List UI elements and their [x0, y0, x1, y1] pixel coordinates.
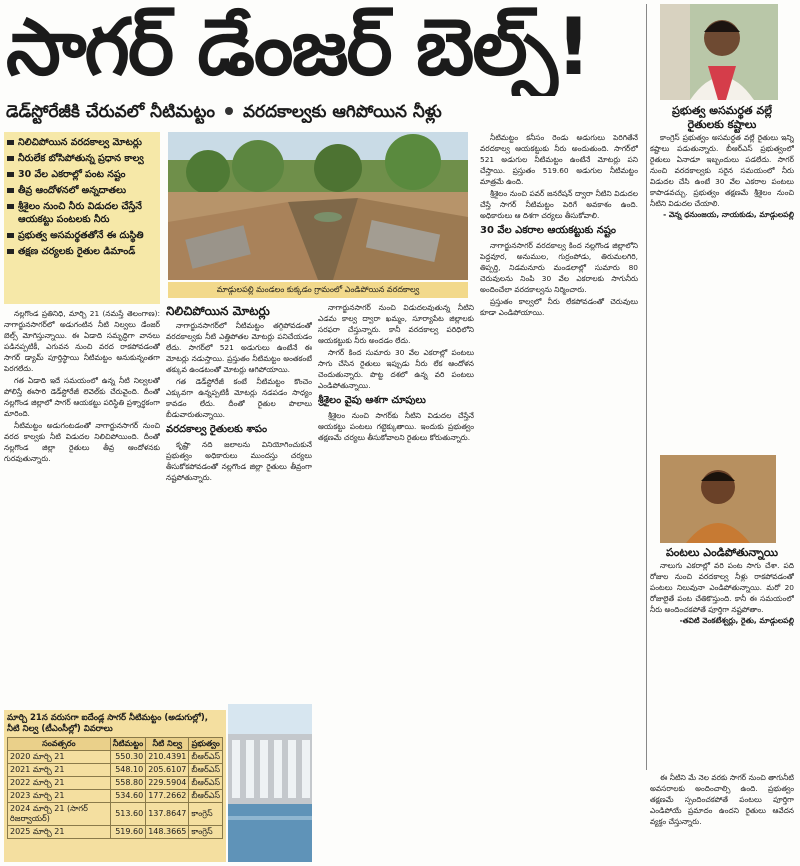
table-header: ప్రభుత్వం [189, 738, 223, 751]
bullet-square-icon [7, 140, 14, 145]
bullet-dot-icon [225, 107, 233, 115]
subhead-left: డెడ్‌స్టోరేజీకి చేరువలో నీటిమట్టం [6, 102, 215, 122]
paragraph: ప్రస్తుతం కాల్వలో నీరు లేకపోవడంతో చెరువులు కూడా ఎండిపోయాయి. [480, 297, 638, 317]
subhead-right: వరదకాల్వకు ఆగిపోయిన నీళ్లు [242, 102, 442, 122]
person-portrait-image [660, 4, 778, 100]
table-row [8, 764, 223, 777]
paragraph: నాగార్జునసాగర్‌లో నీటిమట్టం తగ్గిపోవడంతో వరదకాల్వకు నీటి ఎత్తిపోతల మోటర్లు పనిచేయడం లేదు. సాగర్‌లో 521 అడుగులు ఉంటేనే ఈ మోటర్లు నడుస్తాయి. ప్రస్తుతం నీటిమట్టం అంతకంటే తక్కువ ఉండటంతో మోటర్లు ఆగిపోయాయి. [166, 321, 312, 374]
table-cell: 2020 మార్చి 21 [8, 751, 111, 764]
paragraph: నాగార్జునసాగర్ నుంచి విడుదలవుతున్న నీటిని ఎడమ కాల్వ ద్వారా ఖమ్మం, సూర్యాపేట జిల్లాలకు సరఫరా చేస్తున్నారు. కానీ వరదకాల్వ పరిధిలోని ఆయకట్టుకు నీరు అందడం లేదు. [318, 303, 474, 345]
paragraph: ఈ నీటిని మే నెల వరకు సాగర్ నుంచి తాగునీటి అవసరాలకు అందించాల్సి ఉంది. ప్రభుత్వం తక్షణమే స్పందించకపోతే పంటలు పూర్తిగా ఎండిపోయే ప్రమాదం ఉందని రైతులు ఆవేదన వ్యక్తం చేస్తున్నారు. [650, 773, 794, 826]
table-cell: 229.5904 [146, 777, 189, 790]
section-subtitle: వరదకాల్వ రైతులకు శాపం [166, 424, 268, 435]
sidebar-quote-2 [650, 546, 794, 766]
article-column-3 [318, 302, 474, 862]
table-cell: 205.6107 [146, 764, 189, 777]
section-subtitle: శ్రీశైలం వైపు ఆశగా చూపులు [318, 395, 426, 406]
section-subtitle: 30 వేల ఎకరాల ఆయకట్టుకు నష్టం [480, 225, 616, 236]
table-cell: 548.10 [110, 764, 146, 777]
paragraph: నీటిమట్టం అడుగంటడంతో నాగార్జునసాగర్ నుంచి వరద కాల్వకు నీటి విడుదల నిలిచిపోయింది. దీంతో నల్లగొండ జిల్లా రైతులు తీవ్ర ఆందోళనకు గురవుతున్నారు. [4, 421, 160, 463]
table-cell: కాంగ్రెస్ [189, 803, 223, 826]
photo-caption: మాడ్గులపల్లి మండలం కుక్కడం గ్రామంలో ఎండిపోయిన వరదకాల్వ [168, 282, 468, 298]
quote-body: కాంగ్రెస్ ప్రభుత్వం అసమర్థత వల్లే రైతులు ఇన్ని కష్టాలు పడుతున్నారు. బీఆర్‌ఎస్ ప్రభుత్వంలో రైతులు ఏనాడూ ఇబ్బందులు పడలేదు. సాగర్ నుంచి వరదకాల్వకు సరైన సమయంలో నీరు విడుదల చేసి ఉంటే 30 వేల ఎకరాల పంటలు కాపాడవచ్చు. ప్రభుత్వం తక్షణమే శ్రీశైలం నుంచి నీటిని విడుదల చేయాలి. [650, 133, 794, 208]
column-divider [646, 4, 647, 770]
person-portrait-image [660, 455, 776, 543]
article-column-4 [480, 132, 638, 862]
quote-heading: రైతులకు కష్టాలు [687, 118, 757, 131]
table-cell: 519.60 [110, 826, 146, 839]
table-cell: 177.2662 [146, 790, 189, 803]
paragraph: శ్రీశైలం నుంచి పవర్ జనరేషన్ ద్వారా నీటిని విడుదల చేస్తే సాగర్ నీటిమట్టం పెరిగే అవకాశం ఉంది. అధికారులు ఆ దిశగా చర్యలు తీసుకోవాలి. [480, 189, 638, 220]
headline: సాగర్ డేంజర్ బెల్స్! [6, 3, 590, 93]
table-row [8, 803, 223, 826]
table-header: నీటి నిల్వ [146, 738, 189, 751]
article-continuation [650, 772, 794, 862]
bullet-square-icon [7, 188, 14, 193]
table-cell: 550.30 [110, 751, 146, 764]
table-cell: బీఆర్ఎస్ [189, 751, 223, 764]
table-cell: బీఆర్ఎస్ [189, 790, 223, 803]
paragraph: శ్రీశైలం నుంచి సాగర్‌కు నీటిని విడుదల చేస్తేనే ఆయకట్టు పంటలు గట్టెక్కుతాయి. ఇందుకు ప్రభుత్వం తక్షణమే చర్యలు తీసుకోవాలని రైతులు కోరుతున్నారు. [318, 411, 474, 442]
paragraph: నీటిమట్టం కనీసం రెండు అడుగులు పెరిగితేనే వరదకాల్వ ఆయకట్టుకు నీరు అందుతుంది. సాగర్‌లో 521 అడుగుల నీటిమట్టం ఉంటేనే మోటర్లు పని చేస్తాయి. ప్రస్తుతం 519.60 అడుగుల నీటిమట్టం మాత్రమే ఉంది. [480, 133, 638, 186]
table-cell: 210.4391 [146, 751, 189, 764]
bullet-square-icon [7, 156, 14, 161]
quote-author: - వెన్న ధనుంజయ, నాయకుడు, మాడ్గులపల్లి [663, 210, 794, 219]
highlight-item: తీవ్ర ఆందోళనలో అన్నదాతలు [7, 184, 157, 197]
table-cell: 558.80 [110, 777, 146, 790]
dam-image [228, 704, 312, 862]
table-cell: 148.3665 [146, 826, 189, 839]
bullet-square-icon [7, 233, 14, 238]
table-cell: బీఆర్ఎస్ [189, 764, 223, 777]
table-header: నీటిమట్టం [110, 738, 146, 751]
table-row [8, 751, 223, 764]
paragraph: కృష్ణా నది జలాలను వినియోగించుకునే ప్రభుత్వం అధికారులు ముందస్తు చర్యలు తీసుకోకపోవడంతో నల్లగొండ జిల్లా రైతులు తీవ్రంగా నష్టపోతున్నారు. [166, 440, 312, 482]
table-cell: 2024 మార్చి 21 (సాగర్ రిజర్వాయర్) [8, 803, 111, 826]
portrait-photo-2 [660, 455, 776, 543]
highlight-item: నీరులేక బోసిపోతున్న ప్రధాన కాల్వ [7, 152, 157, 165]
highlight-item: శ్రీశైలం నుంచి నీరు విడుదల చేస్తేనే ఆయకట్టు పంటలకు నీరు [7, 200, 157, 226]
bullet-square-icon [7, 204, 14, 209]
section-title: నిలిచిపోయిన మోటర్లు [166, 304, 270, 318]
highlight-item: ప్రభుత్వ అసమర్థతతోనే ఈ దుస్థితి [7, 229, 157, 242]
quote-heading: ప్రభుత్వ అసమర్థత వల్లే [672, 104, 772, 117]
dry-canal-image [168, 132, 468, 280]
dam-photo [228, 704, 312, 862]
quote-heading: పంటలు ఎండిపోతున్నాయి [665, 546, 779, 559]
portrait-photo-1 [660, 4, 778, 100]
bullet-square-icon [7, 172, 14, 177]
table-row [8, 777, 223, 790]
sidebar-quote-1 [650, 104, 794, 450]
table-title: మార్చి 21న వరుసగా ఐదేండ్ల సాగర్ నీటిమట్టం (అడుగుల్లో), నీటి నిల్వ (టీఎంసీల్లో) వివరాలు [7, 713, 209, 734]
dry-canal-photo [168, 132, 468, 280]
highlights-box [4, 132, 160, 304]
table-header-row [8, 738, 223, 751]
water-level-table-box [4, 710, 226, 862]
quote-body: నాలుగు ఎకరాల్లో వరి పంట సాగు చేశా. పది రోజుల నుంచి వరదకాల్వ నీళ్లు రాకపోవడంతో పంటలు నిలువునా ఎండిపోతున్నాయి. మరో 20 రోజులైతే పంట చేతికొస్తుంది. కానీ ఈ సమయంలో నీరు అందించకపోతే పూర్తిగా నష్టపోతాం. [650, 561, 794, 614]
paragraph: గత డెడ్‌స్టోరేజీ కంటే నీటిమట్టం కొంచెం ఎక్కువగా ఉన్నప్పటికీ మోటర్లు నడపడం సాధ్యం కావడం లేదు. దీంతో రైతుల పొలాలు బీడువారుతున్నాయి. [166, 377, 312, 419]
table-cell: 2023 మార్చి 21 [8, 790, 111, 803]
table-cell: 2021 మార్చి 21 [8, 764, 111, 777]
highlight-item: నిలిచిపోయిన వరదకాల్వ మోటర్లు [7, 136, 157, 149]
table-row [8, 826, 223, 839]
paragraph: సాగర్ కింద సుమారు 30 వేల ఎకరాల్లో పంటలు సాగు చేసిన రైతులు ఇప్పుడు నీరు లేక ఆందోళన చెందుతున్నారు. పొట్ట దశలో ఉన్న వరి పంటలు ఎండిపోతున్నాయి. [318, 348, 474, 390]
subhead [6, 98, 646, 126]
article-column-1 [4, 308, 160, 706]
table-cell: బీఆర్ఎస్ [189, 777, 223, 790]
paragraph: నాగార్జునసాగర్ వరదకాల్వ కింద నల్లగొండ జిల్లాలోని పెద్దవూర, అనుముల, గుర్రంపోడు, తిరుమలగిరి, తిప్పర్తి, నిడమనూరు మండలాల్లో సుమారు 80 చెరువులను నింపి 30 వేల ఎకరాలకు సాగునీరు అందించేలా వరదకాల్వను నిర్మించారు. [480, 241, 638, 294]
table-cell: 513.60 [110, 803, 146, 826]
bullet-square-icon [7, 249, 14, 254]
table-cell: కాంగ్రెస్ [189, 826, 223, 839]
quote-author: -తవిటి వెంకటేశ్వర్లు, రైతు, మాడ్గులపల్లి [679, 616, 794, 625]
table-cell: 2025 మార్చి 21 [8, 826, 111, 839]
paragraph: గత ఏడాది ఇదే సమయంలో ఉన్న నీటి నిల్వలతో పోలిస్తే ఈసారి డెడ్‌స్టోరేజీ లెవెల్‌కు చేరువైంది. దీంతో నల్లగొండ జిల్లాలో సాగర్ ఆయకట్టు పరిస్థితి ప్రశ్నార్థకంగా మారింది. [4, 376, 160, 418]
table-cell: 2022 మార్చి 21 [8, 777, 111, 790]
article-column-2 [166, 302, 312, 702]
table-cell: 534.60 [110, 790, 146, 803]
table-row [8, 790, 223, 803]
table-header: సంవత్సరం [8, 738, 111, 751]
water-level-table [7, 737, 223, 839]
highlight-item: 30 వేల ఎకరాల్లో పంట నష్టం [7, 168, 157, 181]
highlight-item: తక్షణ చర్యలకు రైతుల డిమాండ్ [7, 245, 157, 258]
table-cell: 137.8647 [146, 803, 189, 826]
paragraph: నల్లగొండ ప్రతినిధి, మార్చి 21 (నమస్తే తెలంగాణ): నాగార్జునసాగర్‌లో అడుగంటిన నీటి నిల్వలు డేంజర్ బెల్స్ మోగిస్తున్నాయి. ఈ ఏడాది సమృద్ధిగా వానలు పడినప్పటికీ, ఎగువన నుంచి వరద రాకపోవడంతో సాగర్ డ్యామ్ పూర్తిస్థాయి నీటిమట్టం అనుకున్నంతగా పెరగలేదు. [4, 309, 160, 373]
